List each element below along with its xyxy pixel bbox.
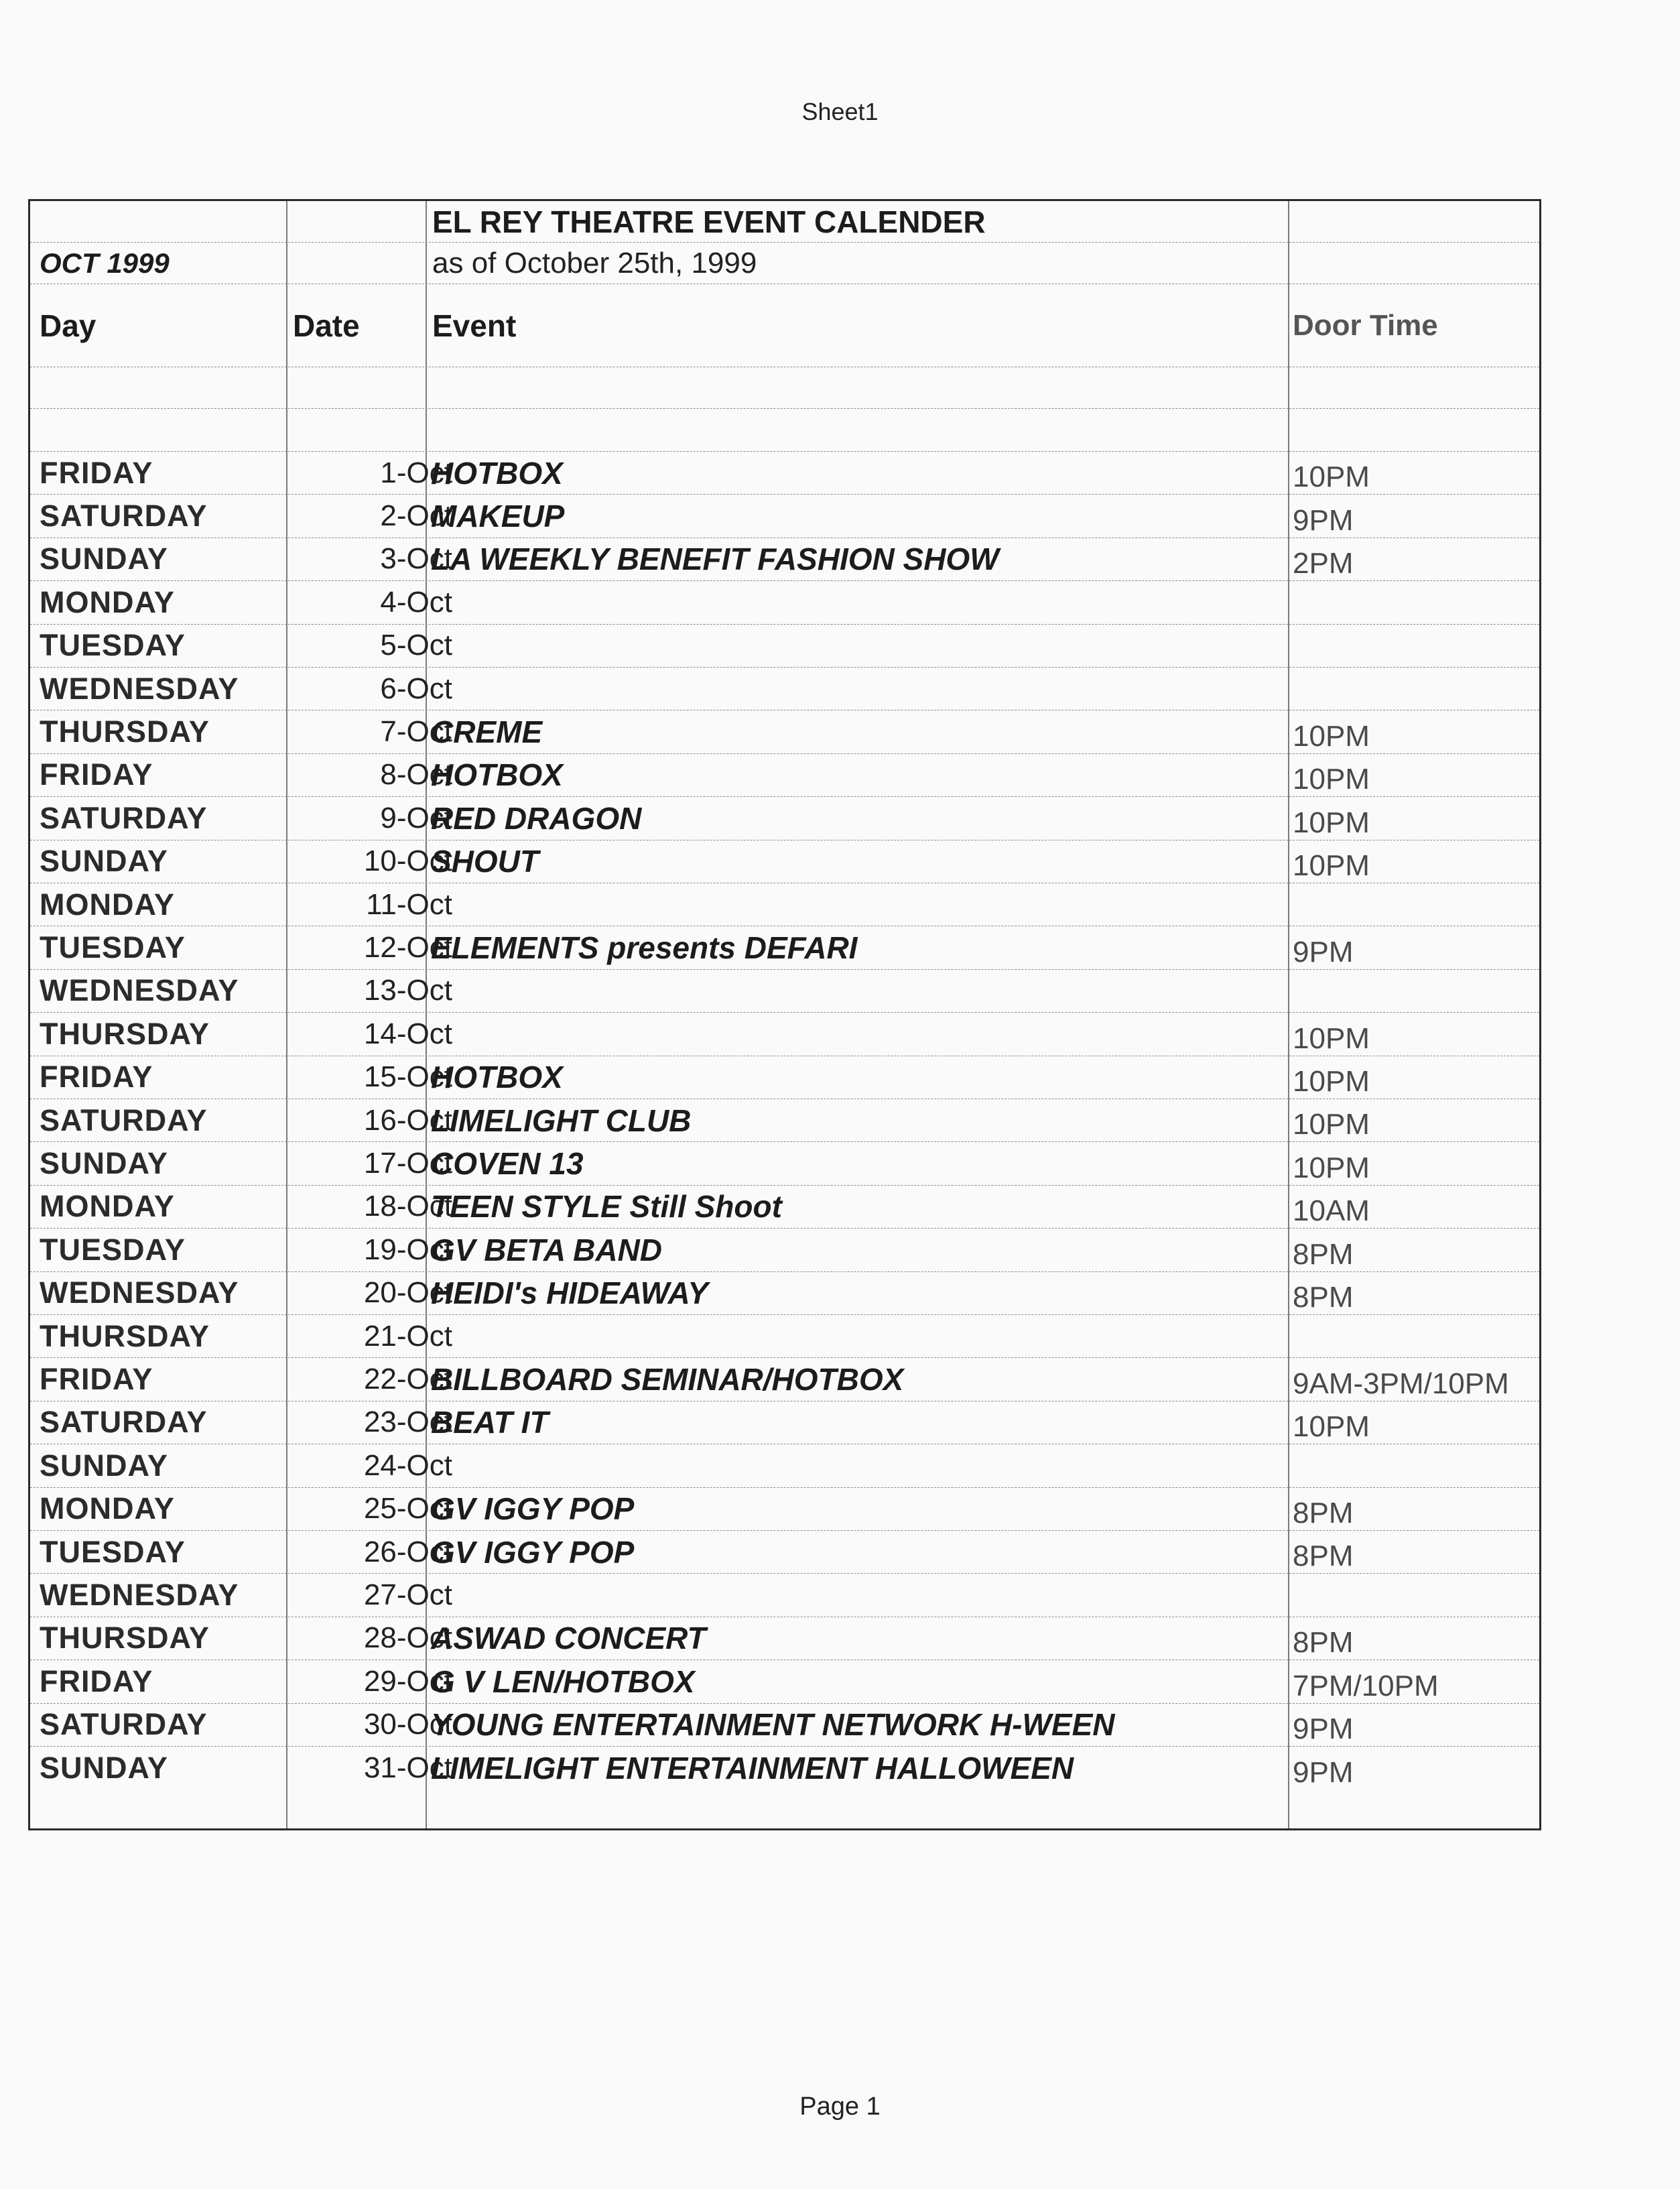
door-time-cell: 9PM [1293, 935, 1354, 968]
column-header-date [293, 284, 360, 367]
day-cell: MONDAY [40, 1189, 175, 1224]
date-cell: 15-Oct [363, 1060, 452, 1094]
event-cell: HOTBOX [431, 1060, 563, 1095]
table-row [30, 1358, 1539, 1401]
page-footer: Page 1 [799, 2092, 881, 2121]
event-cell: CREME [431, 714, 543, 750]
event-cell: GV BETA BAND [431, 1232, 662, 1267]
door-time-cell: 7PM/10PM [1293, 1669, 1439, 1702]
table-row [30, 1056, 1539, 1099]
column-header-door-time [1293, 284, 1438, 367]
door-time-cell: 10PM [1293, 1151, 1370, 1184]
door-time-cell: 10PM [1293, 849, 1370, 882]
event-cell: COVEN 13 [431, 1146, 584, 1182]
table-row [30, 926, 1539, 969]
day-cell: SUNDAY [40, 1448, 168, 1483]
event-cell: GV IGGY POP [431, 1491, 635, 1527]
day-cell: FRIDAY [40, 1060, 153, 1094]
door-time-cell: 10PM [1293, 1021, 1370, 1055]
date-cell: 26-Oct [363, 1535, 452, 1568]
door-time-cell [1293, 1444, 1541, 1487]
day-cell: SATURDAY [40, 499, 208, 534]
event-cell: MAKEUP [431, 499, 565, 534]
event-cell: YOUNG ENTERTAINMENT NETWORK H-WEEN [431, 1707, 1115, 1743]
day-cell: WEDNESDAY [40, 973, 239, 1008]
door-time-cell [1293, 1574, 1541, 1616]
event-cell: HOTBOX [431, 757, 563, 793]
door-time-cell: 8PM [1293, 1280, 1354, 1314]
date-cell: 14-Oct [363, 1017, 452, 1050]
date-cell: 10-Oct [363, 845, 452, 878]
day-cell: TUESDAY [40, 930, 186, 965]
date-cell: 20-Oct [363, 1276, 452, 1310]
table-row [30, 1229, 1539, 1271]
door-time-cell [1293, 625, 1541, 667]
event-cell [431, 668, 1302, 710]
column-header-door-time-text: Door Time [1293, 308, 1438, 342]
table-row [30, 581, 1539, 624]
day-cell: SATURDAY [40, 1405, 208, 1440]
day-cell: THURSDAY [40, 1621, 210, 1655]
day-cell: FRIDAY [40, 757, 153, 792]
door-time-cell: 10PM [1293, 460, 1370, 494]
day-cell: SUNDAY [40, 1146, 168, 1181]
date-cell: 7-Oct [380, 715, 452, 749]
table-row [30, 1531, 1539, 1574]
column-header-event [432, 284, 516, 367]
event-cell [431, 1444, 1302, 1487]
day-cell: MONDAY [40, 1491, 175, 1526]
table-row [30, 1704, 1539, 1747]
date-cell: 24-Oct [363, 1448, 452, 1482]
date-cell: 28-Oct [363, 1621, 452, 1655]
event-cell [431, 625, 1302, 667]
date-cell: 18-Oct [363, 1190, 452, 1223]
table-row [30, 970, 1539, 1013]
table-row [30, 1142, 1539, 1185]
calendar-month-text: OCT 1999 [40, 247, 170, 279]
event-cell: G V LEN/HOTBOX [431, 1664, 695, 1699]
date-cell: 30-Oct [363, 1708, 452, 1741]
date-cell: 23-Oct [363, 1405, 452, 1439]
date-cell: 19-Oct [363, 1233, 452, 1266]
event-cell [431, 1013, 1302, 1055]
spacer-row [30, 409, 1539, 452]
date-cell: 8-Oct [380, 758, 452, 792]
column-header-row [30, 284, 1539, 367]
day-cell: TUESDAY [40, 1232, 186, 1267]
calendar-title [432, 201, 986, 242]
event-cell [431, 883, 1302, 926]
day-cell: TUESDAY [40, 628, 186, 663]
spacer-row [30, 367, 1539, 409]
door-time-cell: 9PM [1293, 1712, 1354, 1745]
event-cell [431, 1315, 1302, 1357]
door-time-cell: 8PM [1293, 1237, 1354, 1271]
event-cell: BEAT IT [431, 1405, 549, 1440]
door-time-cell [1293, 668, 1541, 710]
date-cell: 27-Oct [363, 1578, 452, 1612]
date-cell: 22-Oct [363, 1363, 452, 1396]
door-time-cell: 9PM [1293, 1756, 1354, 1790]
table-row [30, 797, 1539, 840]
table-row [30, 625, 1539, 668]
table-row [30, 1444, 1539, 1487]
day-cell: SUNDAY [40, 844, 168, 879]
door-time-cell: 8PM [1293, 1540, 1354, 1573]
date-cell: 6-Oct [380, 672, 452, 705]
calendar-month [40, 243, 170, 284]
table-row [30, 495, 1539, 538]
door-time-cell: 10PM [1293, 1410, 1370, 1444]
event-calendar-table [28, 199, 1541, 1830]
event-cell: LIMELIGHT ENTERTAINMENT HALLOWEEN [431, 1751, 1074, 1786]
day-cell: WEDNESDAY [40, 1275, 239, 1310]
day-cell: SUNDAY [40, 542, 168, 576]
table-row [30, 1186, 1539, 1229]
table-row [30, 840, 1539, 883]
column-header-day [40, 284, 96, 367]
date-cell: 9-Oct [380, 801, 452, 834]
date-cell: 21-Oct [363, 1319, 452, 1353]
day-cell: MONDAY [40, 887, 175, 922]
door-time-cell: 8PM [1293, 1626, 1354, 1660]
date-cell: 2-Oct [380, 499, 452, 533]
day-cell: THURSDAY [40, 1318, 210, 1353]
door-time-cell: 9AM-3PM/10PM [1293, 1367, 1509, 1400]
table-row [30, 710, 1539, 753]
date-cell: 12-Oct [363, 931, 452, 964]
event-cell: ASWAD CONCERT [431, 1621, 706, 1656]
event-cell: GV IGGY POP [431, 1534, 635, 1570]
date-cell: 25-Oct [363, 1492, 452, 1525]
day-cell: MONDAY [40, 584, 175, 619]
day-cell: SATURDAY [40, 800, 208, 835]
table-row [30, 754, 1539, 797]
door-time-cell: 10AM [1293, 1194, 1370, 1228]
table-row [30, 452, 1539, 495]
event-cell [431, 1574, 1302, 1616]
door-time-cell: 2PM [1293, 547, 1354, 580]
column-header-date-text: Date [293, 308, 360, 343]
date-cell: 1-Oct [380, 456, 452, 489]
date-cell: 31-Oct [363, 1751, 452, 1785]
date-cell: 5-Oct [380, 629, 452, 662]
day-cell: THURSDAY [40, 714, 210, 749]
table-row [30, 1617, 1539, 1660]
table-row [30, 883, 1539, 926]
table-row [30, 1013, 1539, 1056]
table-row [30, 1660, 1539, 1703]
day-cell: THURSDAY [40, 1016, 210, 1051]
table-row [30, 538, 1539, 581]
table-row [30, 1574, 1539, 1617]
title-row [30, 201, 1539, 243]
event-cell: RED DRAGON [431, 800, 642, 836]
event-cell: HOTBOX [431, 455, 563, 491]
table-row [30, 1315, 1539, 1358]
date-cell: 17-Oct [363, 1147, 452, 1180]
date-cell: 13-Oct [363, 974, 452, 1007]
day-cell: WEDNESDAY [40, 671, 239, 706]
event-cell: HEIDI's HIDEAWAY [431, 1275, 708, 1311]
table-row [30, 1272, 1539, 1315]
door-time-cell: 9PM [1293, 503, 1354, 537]
day-cell: TUESDAY [40, 1534, 186, 1569]
event-cell [431, 581, 1302, 623]
table-row [30, 1099, 1539, 1142]
day-cell: SATURDAY [40, 1103, 208, 1137]
calendar-subtitle-text: as of October 25th, 1999 [432, 246, 757, 279]
day-cell: SATURDAY [40, 1707, 208, 1742]
door-time-cell [1293, 970, 1541, 1012]
date-cell: 11-Oct [366, 887, 452, 921]
day-cell: FRIDAY [40, 1664, 153, 1698]
event-cell: ELEMENTS presents DEFARI [431, 930, 858, 966]
table-row [30, 1747, 1539, 1790]
day-cell: SUNDAY [40, 1751, 168, 1786]
event-cell: TEEN STYLE Still Shoot [431, 1189, 782, 1225]
table-row [30, 668, 1539, 710]
event-cell [431, 970, 1302, 1012]
date-cell: 3-Oct [380, 542, 452, 576]
door-time-cell: 10PM [1293, 763, 1370, 796]
event-cell: BILLBOARD SEMINAR/HOTBOX [431, 1362, 904, 1397]
door-time-cell [1293, 1315, 1541, 1357]
column-header-event-text: Event [432, 308, 517, 343]
column-header-day-text: Day [40, 308, 96, 343]
table-row [30, 1401, 1539, 1444]
calendar-title-text: EL REY THEATRE EVENT CALENDER [432, 204, 986, 239]
date-cell: 29-Oct [363, 1664, 452, 1698]
subtitle-row [30, 243, 1539, 284]
page-header: Sheet1 [801, 98, 879, 125]
day-cell: WEDNESDAY [40, 1578, 239, 1613]
day-cell: FRIDAY [40, 1362, 153, 1397]
table-row [30, 1488, 1539, 1531]
event-cell: LA WEEKLY BENEFIT FASHION SHOW [431, 542, 999, 577]
day-cell: FRIDAY [40, 455, 153, 490]
door-time-cell [1293, 883, 1541, 926]
door-time-cell [1293, 581, 1541, 623]
event-cell: LIMELIGHT CLUB [431, 1103, 692, 1138]
date-cell: 16-Oct [363, 1103, 452, 1137]
door-time-cell: 10PM [1293, 1108, 1370, 1141]
door-time-cell: 10PM [1293, 1064, 1370, 1098]
calendar-subtitle [432, 243, 757, 284]
event-cell: SHOUT [431, 844, 539, 879]
door-time-cell: 8PM [1293, 1496, 1354, 1529]
date-cell: 4-Oct [380, 585, 452, 619]
door-time-cell: 10PM [1293, 719, 1370, 753]
door-time-cell: 10PM [1293, 806, 1370, 839]
